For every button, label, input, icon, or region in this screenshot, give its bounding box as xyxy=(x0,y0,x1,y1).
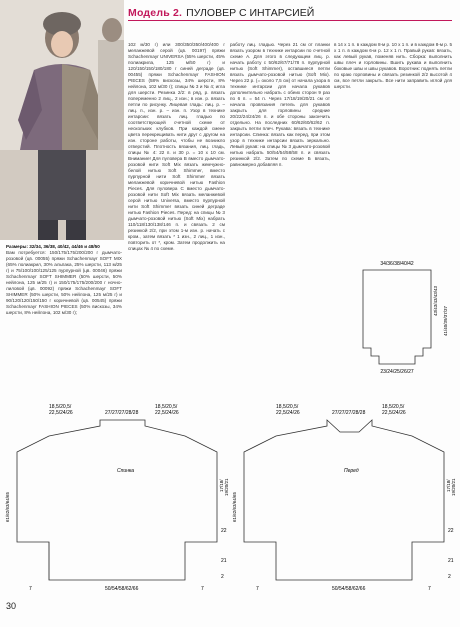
back-top-right-label: 18,5/20,5/ xyxy=(155,404,178,410)
page-header xyxy=(128,6,452,19)
back-bottom-mid-label: 50/54/58/62/66 xyxy=(105,586,139,592)
photo-illustration xyxy=(0,0,124,240)
model-number: Модель 2. xyxy=(128,6,183,19)
front-right-label-a: 17/18/ xyxy=(446,479,451,492)
back-top-left-label-2: 22,5/24/26 xyxy=(49,410,73,416)
front-bottom-mid-label: 50/54/58/62/66 xyxy=(332,586,366,592)
page-title: ПУЛОВЕР С ИНТАРСИЕЙ xyxy=(186,6,315,19)
back-piece-name: Спинка xyxy=(117,468,135,474)
back-top-right-label-2: 22,5/24/26 xyxy=(155,410,179,416)
front-top-left-label: 18,5/20,5/ xyxy=(276,404,299,410)
back-height-label: 61/62/63/64/65 xyxy=(5,491,10,522)
back-bottom-left-label: 7 xyxy=(29,586,32,592)
back-top-mid-label: 27/27/27/28/28 xyxy=(105,410,139,416)
back-top-left-label: 18,5/20,5/ xyxy=(49,404,72,410)
text-column-1 xyxy=(6,244,122,366)
back-bottom-right-label: 7 xyxy=(201,586,204,592)
front-bottom-left-label: 7 xyxy=(256,586,259,592)
back-schematic xyxy=(5,392,230,597)
text-column-2 xyxy=(128,42,225,364)
text-column-4 xyxy=(334,42,452,262)
front-schematic xyxy=(232,392,457,597)
front-right-label-c: 22 xyxy=(448,528,454,534)
page-number: 30 xyxy=(6,601,17,611)
back-right-label-d: 21 xyxy=(221,558,227,564)
sizes-text: Размеры: 32/34, 36/38, 40/42, 44/46 и 48/50 xyxy=(6,244,100,249)
front-right-label-e: 2 xyxy=(448,574,451,580)
instructions-text-2: 102 м/30 г) или 300/350/350/400/400 г меланжевой серой (цв. 00197) пряжи Schachenmayr UNIVERSA (55% шерсти, 45% полиакрила, 125 м/50 г) и 120/150/150/180/180 г синей деграде (цв. 00455) пряжи Schachenmayr FASHION PIECES (58% вискозы, 34% шерсти, 8% нейлона, 102 м/30 г); спицы № 3 и № 4; игла для шерсти. Резинка 2/2: в ряд, р. вязать попеременно 2 лиц., 2 изн.; в изн. р. вязать петли по рисунку. Лицевая гладь: лиц. р. – лиц. п., изн. р. – изн. п. Узор в технике интарсии: вязать лиц. гладью по соответствующей счетной схеме от нескольких клубков. При каждой смене цвета перекрещивать нити друг с другом на изн. стороне работы, чтобы не возникло отверстий. Плотность вязания, лиц. гладь, спицы № 4: 22 п. и 30 р. = 10 х 10 см. Внимание! Для пуловера В вместо дымчато-розовой нити Soft Mix вязать жемчужно-белой нитью Soft Shimmer, вместо пурпурной нити Soft Shimmer вязать меланжевой коричневой нитью Fashion Pieces. Для пуловера С вместо дымчато-розовой нити Soft Mix вязать меланжевой серой нитью Universa, вместо пурпурной нити Soft Shimmer вязать синей деграде нитью Fashion Pieces. Перед: на спицы № 3 дымчато-розовой нитью (Soft Mix) набрать 110/118/130/138/146 п. и связать 2 см резинкой 2/2, при этом 1-м изн. р. начать с кром., затем вязать * 1 изн., 2 лиц., 1 изн., повторить от *, кром. Затем продолжить на спицах № 4 по схеме. xyxy=(128,42,225,251)
front-top-right-label-2: 22,5/24/26 xyxy=(382,410,406,416)
sleeve-height-label-1: 43/43/43/43/43 xyxy=(433,285,438,316)
sleeve-bottom-label: 23/24/25/26/27 xyxy=(380,369,414,375)
materials-text: Вам потребуется: 150/175/175/200/200 г дымчато-розовой (цв. 00055) пряжи Schachenmayr SOFT MIX (65% полиакрил, 30% альпака, 25% шерсти, 113 м/25 г) и 75/100/100/125/125 пурпурной (цв. 00046) пряжи Schachenmayr SOFT SHIMMER (50% шерсти, 50% нейлона, 125 м/25 г) и 150/175/175/200/200 г ночно-лиловой (цв. 00092) пряжи Schachenmayr SOFT SHIMMER (50% шерсти, 50% нейлона, 125 м/25 г) и 90/120/120/150/150 г коричневой (цв. 00545) пряжи Schachenmayr FASHION PIECES (50% вискозы, 34% шерсти, 8% нейлона, 102 м/30 г); xyxy=(6,250,122,315)
sleeve-top-label: 34/36/38/40/42 xyxy=(380,261,414,267)
front-top-right-label: 18,5/20,5/ xyxy=(382,404,405,410)
text-column-3 xyxy=(230,42,330,364)
back-right-label-c: 22 xyxy=(221,528,227,534)
sleeve-schematic xyxy=(335,256,455,376)
front-right-label-b: 19/20/21 xyxy=(451,478,456,496)
front-right-label-d: 21 xyxy=(448,558,454,564)
back-right-label-e: 2 xyxy=(221,574,224,580)
front-top-left-label-2: 22,5/24/26 xyxy=(276,410,300,416)
sleeve-height-label-2: 41/40/39/37/37 xyxy=(443,305,448,336)
back-right-label-b: 19/20/21 xyxy=(224,478,229,496)
front-top-mid-label: 27/27/27/28/28 xyxy=(332,410,366,416)
instructions-text-3: работу лиц. гладью. Через 21 см от планки вязать узором в технике интарсии по счетной схеме А. Для этого в следующем лиц. р. начать работу с 50/62/67/71/78 п. пурпурной нитью (Soft Shimmer), оставшиеся петли вязать дымчато-розовой нитью (Soft Mix). Через 22 р. (= около 7,5 см) от начала узора в технике интарсии для начала рукавов дополнительно набрать с обеих сторон 9 раз по 6 п. = 54 п. Через 17/18/19/20/21 см от начала провязания петель для рукавов закрыть для горловины средние 20/22/24/24/26 п. и обе стороны закончить отдельно. На последних 60/62/60/62/62 п. закрыть петли плеч. Рукава: вязать в технике интарсии. Спинка: вязать как перед, при этом узор в технике интарсии вязать зеркально. Левый рукав: на спицы № 3 дымчато-розовой нитью набрать 50/54/54/58/58 п. и связать резинкой 2/2. Затем по схеме Б вязать, равномерно добавляя п. xyxy=(230,42,330,167)
front-piece-name: Перед xyxy=(344,468,359,474)
front-height-label: 61/62/63/64/65 xyxy=(232,491,237,522)
instructions-text-4: в 14 х 1 п. в каждом 8-м р. 10 х 1 п. и в каждом 8-м р. 5 х 1 п. в каждом 6-м р. 12 х 1 п. Правый рукав: вязать, как левый рукав, поменяв нить. Сборка: выполнить швы плеч и горловины. Вшить рукава и выполнить боковые швы и швы рукавов. Воротник: поднять петли по краю горловины и связать резинкой 2/2 высотой 4 см, все петли закрыть. Все нити заправить иглой для шерсти. xyxy=(334,42,452,89)
header-divider xyxy=(128,20,452,21)
model-photo xyxy=(0,0,124,240)
front-bottom-right-label: 7 xyxy=(428,586,431,592)
back-right-label-a: 17/18/ xyxy=(219,479,224,492)
